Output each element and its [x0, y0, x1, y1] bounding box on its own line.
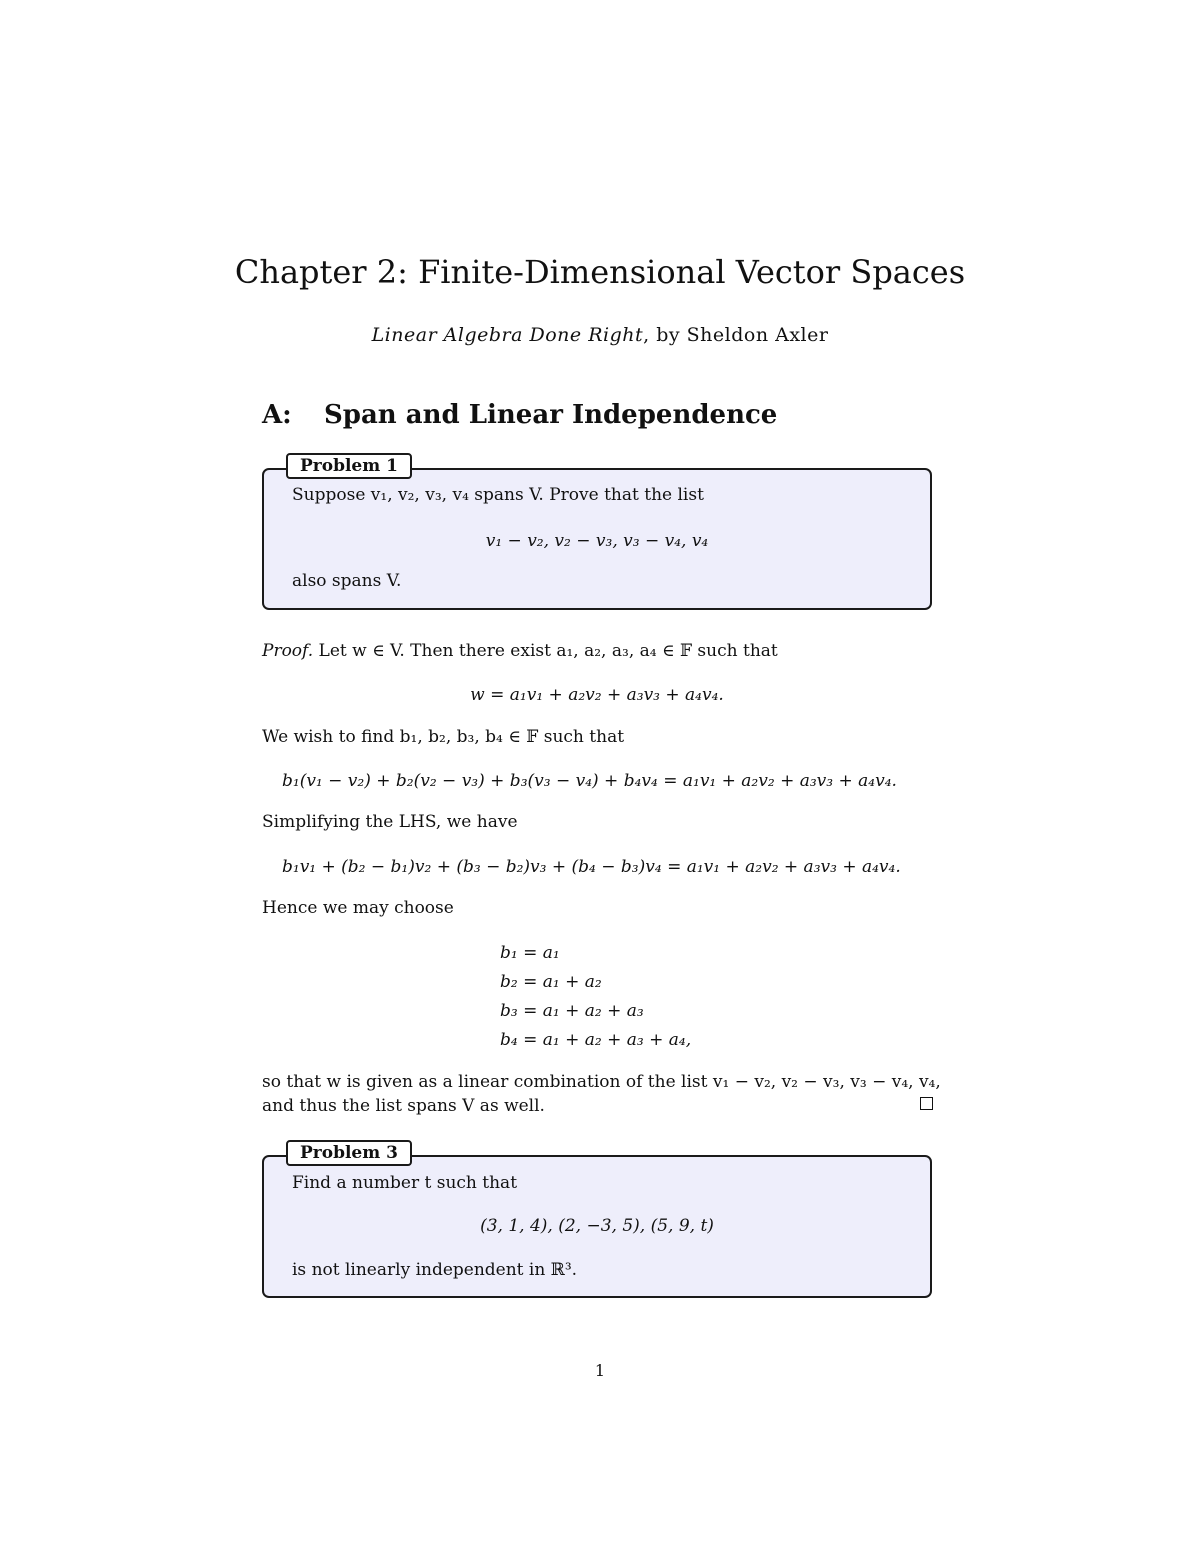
proof-label: Proof. — [262, 641, 314, 661]
book-attribution — [0, 322, 1200, 348]
aligned-equation-row: b₃ = a₁ + a₂ + a₃ — [500, 1001, 644, 1021]
page-number: 1 — [594, 1361, 606, 1380]
author-byline: , by Sheldon Axler — [643, 324, 829, 346]
problem-3-conclusion: is not linearly independent in ℝ³. — [292, 1260, 578, 1280]
aligned-equation-row: b₂ = a₁ + a₂ — [500, 972, 602, 992]
problem-3-statement: Find a number t such that — [292, 1173, 518, 1193]
problem-1-display-equation: v₁ − v₂, v₂ − v₃, v₃ − v₄, v₄ — [485, 531, 709, 551]
problem-3-box — [262, 1143, 932, 1298]
problem-3-label: Problem 3 — [286, 1140, 412, 1166]
aligned-equations — [500, 939, 691, 1055]
proof-line-2: We wish to find b₁, b₂, b₃, b₄ ∈ 𝔽 such that — [262, 727, 625, 747]
problem-1-label: Problem 1 — [286, 453, 412, 479]
proof-equation-2: b₁(v₁ − v₂) + b₂(v₂ − v₃) + b₃(v₃ − v₄) + b₄v₄ = a₁v₁ + a₂v₂ + a₃v₃ + a₄v₄. — [282, 771, 897, 791]
section-number: A: — [262, 400, 292, 430]
section-title: Span and Linear Independence — [324, 400, 778, 430]
problem-1-box — [262, 456, 932, 610]
proof-line-3: Simplifying the LHS, we have — [262, 812, 518, 832]
problem-1-statement: Suppose v₁, v₂, v₃, v₄ spans V. Prove that the list — [292, 485, 704, 505]
section-heading — [262, 398, 777, 432]
proof-equation-1: w = a₁v₁ + a₂v₂ + a₃v₃ + a₄v₄. — [470, 685, 724, 705]
proof-intro — [262, 639, 778, 663]
book-title: Linear Algebra Done Right — [371, 324, 644, 346]
chapter-title: Chapter 2: Finite-Dimensional Vector Spaces — [234, 253, 966, 291]
problem-1-conclusion: also spans V. — [292, 571, 402, 591]
problem-3-display-equation: (3, 1, 4), (2, −3, 5), (5, 9, t) — [480, 1216, 714, 1236]
aligned-equation-row: b₄ = a₁ + a₂ + a₃ + a₄, — [500, 1030, 692, 1050]
proof-equation-3: b₁v₁ + (b₂ − b₁)v₂ + (b₃ − b₂)v₃ + (b₄ − b₃)v₄ = a₁v₁ + a₂v₂ + a₃v₃ + a₄v₄. — [282, 857, 901, 877]
proof-line-5: so that w is given as a linear combination of the list v₁ − v₂, v₂ − v₃, v₃ − v₄, v₄, — [262, 1072, 941, 1092]
qed-square-icon — [920, 1097, 933, 1110]
aligned-equation-row: b₁ = a₁ — [500, 943, 560, 963]
proof-line-6: and thus the list spans V as well. — [262, 1096, 545, 1116]
proof-line-1: Let w ∈ V. Then there exist a₁, a₂, a₃, a₄ ∈ 𝔽 such that — [318, 641, 778, 661]
proof-line-4: Hence we may choose — [262, 898, 454, 918]
